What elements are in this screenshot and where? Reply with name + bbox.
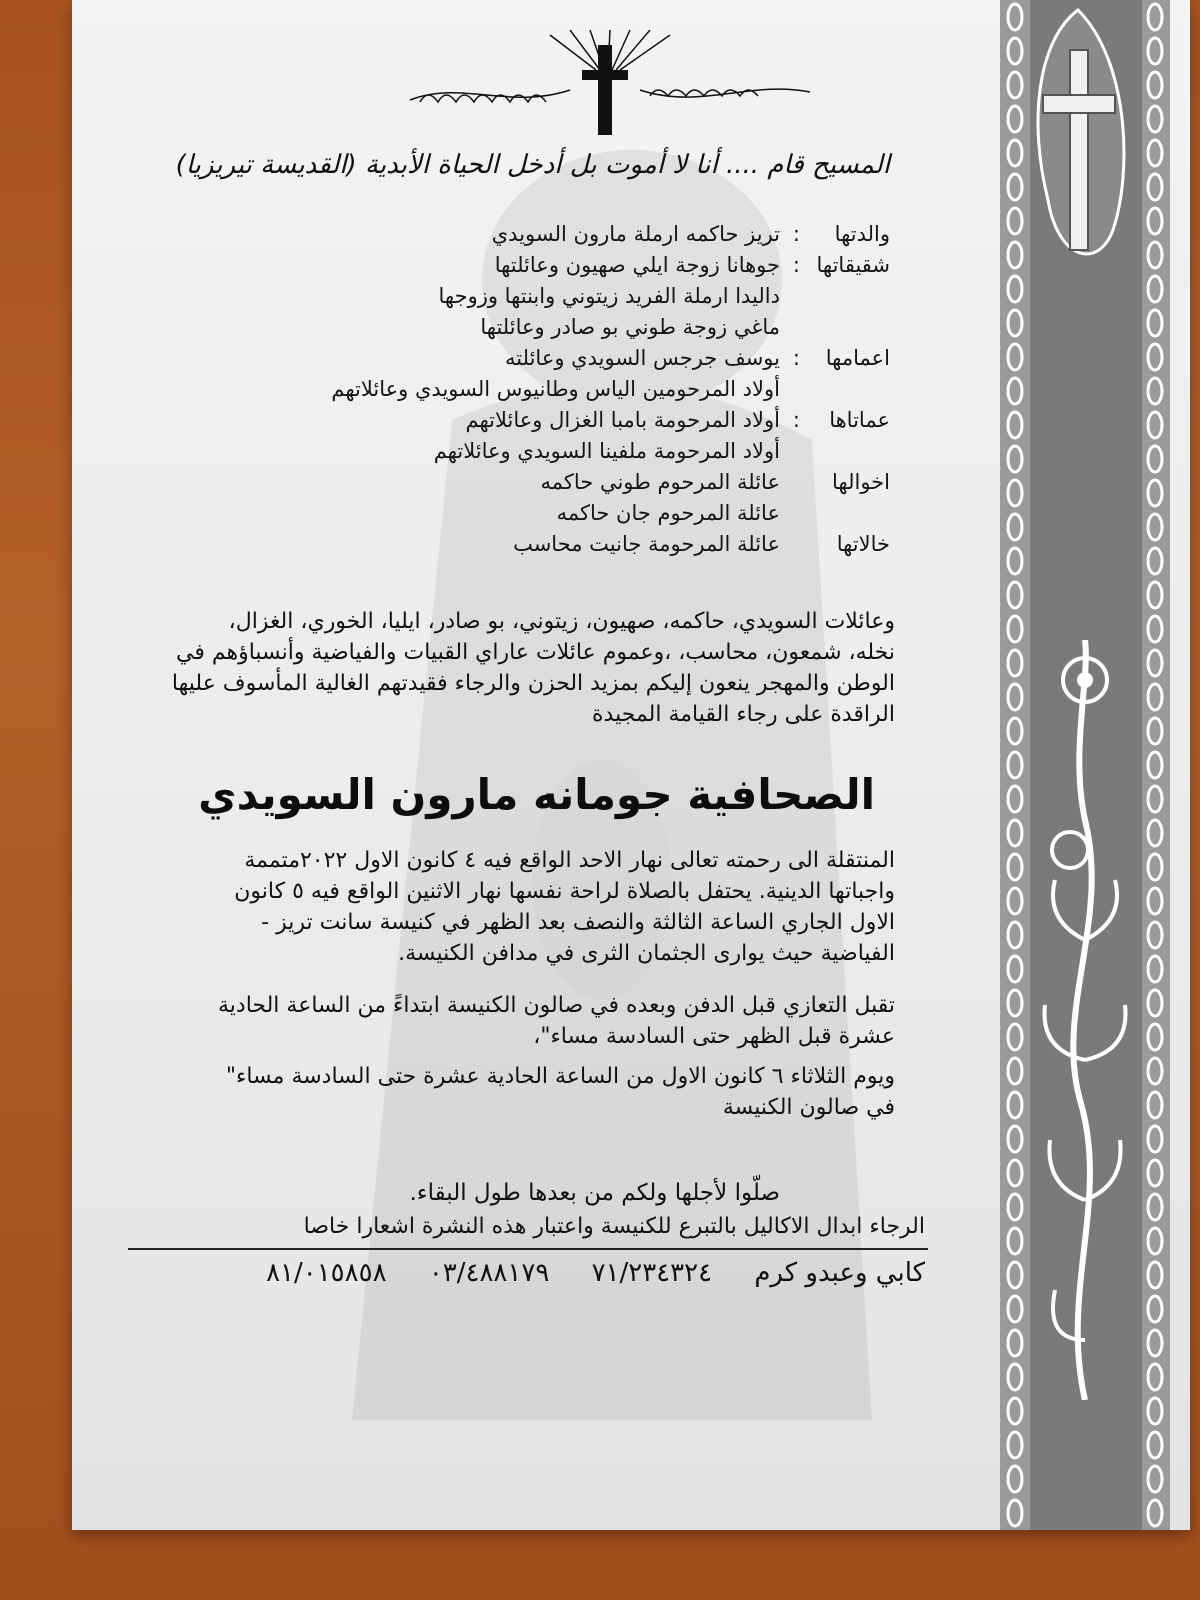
families-line: وعائلات السويدي، حاكمه، صهيون، زيتوني، بو صادر، ايليا، الخوري، الغزال،	[228, 609, 895, 634]
family-row	[330, 377, 890, 408]
relative-names: أولاد المرحومة ملفينا السويدي وعائلاتهم	[433, 439, 780, 463]
relation-label: اخوالها	[832, 470, 890, 494]
separator: :	[792, 222, 800, 246]
separator: :	[792, 408, 800, 432]
condolence-line: ويوم الثلاثاء ٦ كانون الاول من الساعة الحادية عشرة حتى السادسة مساء"	[225, 1064, 895, 1089]
funeral-line: واجباتها الدينية. يحتفل بالصلاة لراحة نفسها نهار الاثنين الواقع فيه ٥ كانون	[234, 879, 895, 904]
signer-name: كابي وعبدو كرم	[754, 1258, 925, 1288]
family-row	[330, 284, 890, 315]
family-row	[330, 315, 890, 346]
relation-label: والدتها	[834, 222, 890, 246]
funeral-line: الفياضية حيث يوارى الجثمان الثرى في مدافن الكنيسة.	[398, 941, 895, 966]
cross-icon	[1018, 0, 1138, 300]
family-row	[330, 408, 890, 439]
divider	[128, 1248, 928, 1250]
family-row	[330, 253, 890, 284]
condolence-paragraph-2	[205, 1061, 895, 1123]
phone-number: ٠٣/٤٨٨١٧٩	[428, 1258, 550, 1288]
family-row	[330, 346, 890, 377]
families-paragraph	[171, 606, 895, 730]
wreath-notice: الرجاء ابدال الاكاليل بالتبرع للكنيسة واعتبار هذه النشرة اشعارا خاصا	[303, 1214, 925, 1239]
family-list	[330, 222, 890, 563]
relative-names: جوهانا زوجة ايلي صهيون وعائلتها	[494, 253, 780, 277]
family-row	[330, 501, 890, 532]
relation-label: خالاتها	[836, 532, 890, 556]
funeral-line: الاول الجاري الساعة الثالثة والنصف بعد الظهر في كنيسة سانت تريز -	[261, 910, 895, 935]
phone-number: ٧١/٢٣٤٣٢٤	[591, 1258, 713, 1288]
contact-line	[232, 1258, 925, 1288]
relative-names: أولاد المرحومة بامبا الغزال وعائلاتهم	[465, 408, 780, 432]
relative-names: عائلة المرحوم طوني حاكمه	[540, 470, 780, 494]
families-line: الوطن والمهجر ينعون إليكم بمزيد الحزن والرجاء فقيدتهم الغالية المأسوف عليها	[171, 671, 895, 696]
relative-names: داليدا ارملة الفريد زيتوني وابنتها وزوجها	[438, 284, 780, 308]
relative-names: عائلة المرحوم جان حاكمه	[556, 501, 780, 525]
intro-quote: المسيح قام .... أنا لا أموت بل أدخل الحياة الأبدية (القديسة تيريزيا)	[175, 150, 890, 180]
family-row	[330, 439, 890, 470]
relative-names: ماغي زوجة طوني بو صادر وعائلتها	[480, 315, 780, 339]
condolence-line: عشرة قبل الظهر حتى السادسة مساء"،	[533, 1024, 895, 1049]
phone-number: ٨١/٠١٥٨٥٨	[266, 1258, 387, 1288]
family-row	[330, 222, 890, 253]
deceased-name: الصحافية جومانه مارون السويدي	[198, 770, 875, 819]
relative-names: عائلة المرحومة جانيت محاسب	[513, 532, 780, 556]
funeral-paragraph	[205, 845, 895, 969]
relation-label: عماتاها	[829, 408, 890, 432]
funeral-line: المنتقلة الى رحمته تعالى نهار الاحد الواقع فيه ٤ كانون الاول ٢٠٢٢متممة	[244, 848, 895, 873]
family-row	[330, 532, 890, 563]
condolence-paragraph-1	[205, 990, 895, 1052]
relative-names: يوسف جرجس السويدي وعائلته	[505, 346, 780, 370]
families-line: نخله، شمعون، محاسب، ،وعموم عائلات عاراي القبيات والفياضية وأنسباؤهم في	[176, 640, 895, 665]
separator: :	[792, 253, 800, 277]
condolence-line: في صالون الكنيسة	[722, 1095, 895, 1120]
floral-vine-icon	[1030, 640, 1140, 1400]
relation-label: شقيقاتها	[816, 253, 890, 277]
relative-names: تريز حاكمه ارملة مارون السويدي	[491, 222, 780, 246]
closing-prayer: صلّوا لأجلها ولكم من بعدها طول البقاء.	[409, 1180, 780, 1206]
separator: :	[792, 346, 800, 370]
chain-border-right	[1144, 0, 1166, 1530]
family-row	[330, 470, 890, 501]
relative-names: أولاد المرحومين الياس وطانيوس السويدي وعائلاتهم	[331, 377, 780, 401]
condolence-line: تقبل التعازي قبل الدفن وبعده في صالون الكنيسة ابتداءً من الساعة الحادية	[217, 993, 895, 1018]
relation-label: اعمامها	[825, 346, 890, 370]
cross-ornament-icon	[400, 30, 820, 140]
families-line: الراقدة على رجاء القيامة المجيدة	[592, 702, 895, 727]
